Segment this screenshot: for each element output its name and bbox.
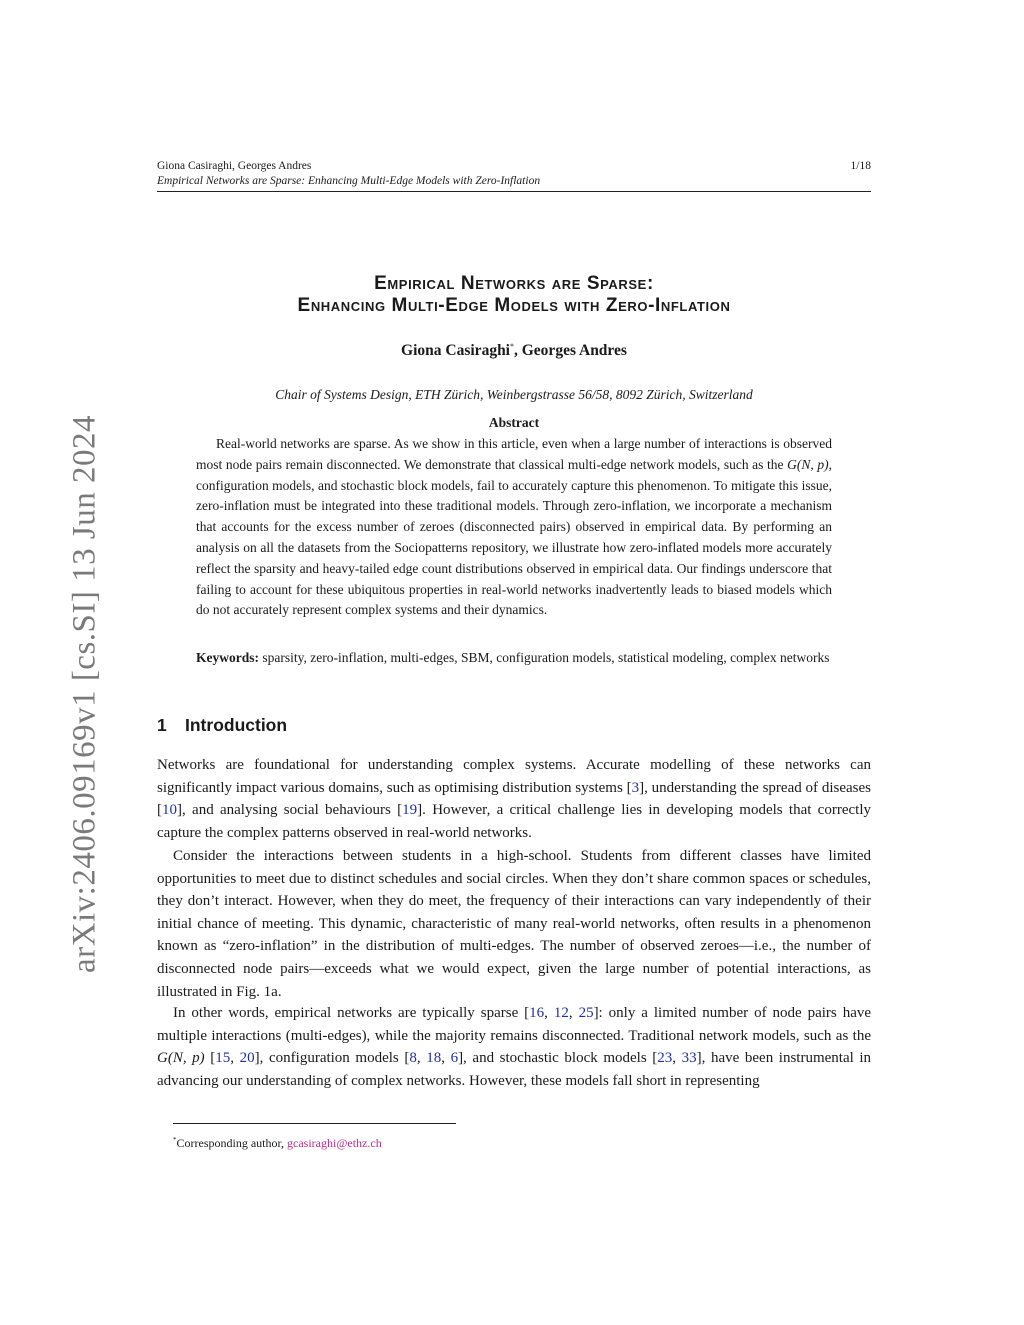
gnp-model-math: G(N, p): [157, 1050, 205, 1067]
intro-paragraph-2: Consider the interactions between students in a high-school. Students from different classes have limited opportunities to meet due to distinct schedules and social circles. When they don’t share common spaces or schedules, they don’t interact. However, when they do meet, the frequency of their interactions can vary independently of their initial chance of meeting. This dynamic, characteristic of many real-world networks, often results in a phenomenon known as “zero-inflation” in the distribution of multi-edges. The number of observed zeroes—i.e., the number of disconnected node pairs—exceeds what we would expect, given the large number of potential interactions, as illustrated in Fig. 1a.: [157, 848, 871, 1000]
footnote-mark: *: [173, 1136, 177, 1144]
affiliation: Chair of Systems Design, ETH Zürich, Weinbergstrasse 56/58, 8092 Zürich, Switzerland: [275, 387, 753, 402]
author-andres: , Georges Andres: [514, 342, 627, 360]
citation-link[interactable]: 12: [553, 1005, 569, 1021]
footnote: [173, 1136, 382, 1151]
citation-link[interactable]: 8: [409, 1050, 417, 1067]
running-header-authors: Giona Casiraghi, Georges Andres: [157, 160, 312, 172]
header-rule: [157, 191, 871, 192]
footnote-rule: [173, 1123, 456, 1124]
author-list: [157, 342, 871, 360]
corresponding-author-mark: *: [510, 342, 514, 351]
citation-link[interactable]: 20: [239, 1050, 255, 1067]
abstract-body: Real-world networks are sparse. As we show in this article, even when a large number of interactions is observed most node pairs remain disconnected. We demonstrate that classical multi-edge network models, such as the G(N, p), configuration models, and stochastic block models, fail to accurately capture this phenomenon. To mitigate this issue, zero-inflation must be integrated into these traditional models. Through zero-inflation, we incorporate a mechanism that accounts for the excess number of zeroes (disconnected pairs) observed in empirical data. By performing an analysis on all the datasets from the Sociopatterns repository, we illustrate how zero-inflated models more accurately reflect the sparsity and heavy-tailed edge count distributions observed in empirical data. Our findings underscore that failing to account for these ubiquitous properties in real-world networks inadvertently leads to biased models which do not accurately represent complex systems and their dynamics.: [196, 436, 832, 618]
citation-link[interactable]: 16: [529, 1005, 545, 1021]
citation-link[interactable]: 15: [215, 1050, 231, 1067]
citation-link[interactable]: 6: [450, 1050, 459, 1067]
citation-link[interactable]: 10: [162, 802, 177, 819]
paper-title-line-1: Empirical Networks are Sparse:: [374, 273, 654, 294]
citation-link[interactable]: 3: [631, 779, 640, 796]
keywords-list: sparsity, zero-inflation, multi-edges, SBM, configuration models, statistical modeling, complex networks: [259, 650, 830, 665]
abstract-heading: Abstract: [488, 415, 540, 430]
keywords: [196, 648, 832, 669]
paper-title-line-2: Enhancing Multi-Edge Models with Zero-Inflation: [297, 295, 731, 316]
section-title: Introduction: [185, 715, 288, 735]
running-header-title: Empirical Networks are Sparse: Enhancing Multi-Edge Models with Zero-Inflation: [157, 175, 541, 187]
arxiv-identifier-stamp: arXiv:2406.09169v1 [cs.SI] 13 Jun 2024: [66, 415, 103, 973]
citation-link[interactable]: 19: [402, 802, 418, 819]
gnp-model-math: G(N, p): [787, 456, 829, 472]
email-link[interactable]: gcasiraghi@ethz.ch: [287, 1136, 382, 1150]
intro-paragraph-3: In other words, empirical networks are typically sparse [16, 12, 25]: only a limited number of node pairs have multiple interactions (multi-edges), while the majority remains disconnected. Traditional network models, such as the G(N, p) [15, 20], configuration models [8, 18, 6], and stochastic block models [23, 33], have been instrumental in advancing our understanding of complex networks. However, these models fall short in representing: [157, 1005, 872, 1089]
page-number: 1/18: [850, 160, 871, 172]
section-number: 1: [157, 715, 167, 735]
citation-link[interactable]: 33: [681, 1050, 697, 1067]
intro-paragraph-1: Networks are foundational for understanding complex systems. Accurate modelling of these networks can significantly impact various domains, such as optimising distribution systems [3], understanding the spread of diseases [10], and analysing social behaviours [19]. However, a critical challenge lies in developing models that correctly capture the complex patterns observed in real-world networks.: [157, 757, 871, 841]
footnote-text: Corresponding author,: [176, 1136, 288, 1150]
citation-link[interactable]: 25: [578, 1005, 594, 1021]
keywords-label: Keywords:: [196, 650, 259, 665]
author-casiraghi: Giona Casiraghi: [401, 342, 510, 360]
citation-link[interactable]: 23: [657, 1050, 673, 1067]
citation-link[interactable]: 18: [426, 1050, 442, 1067]
